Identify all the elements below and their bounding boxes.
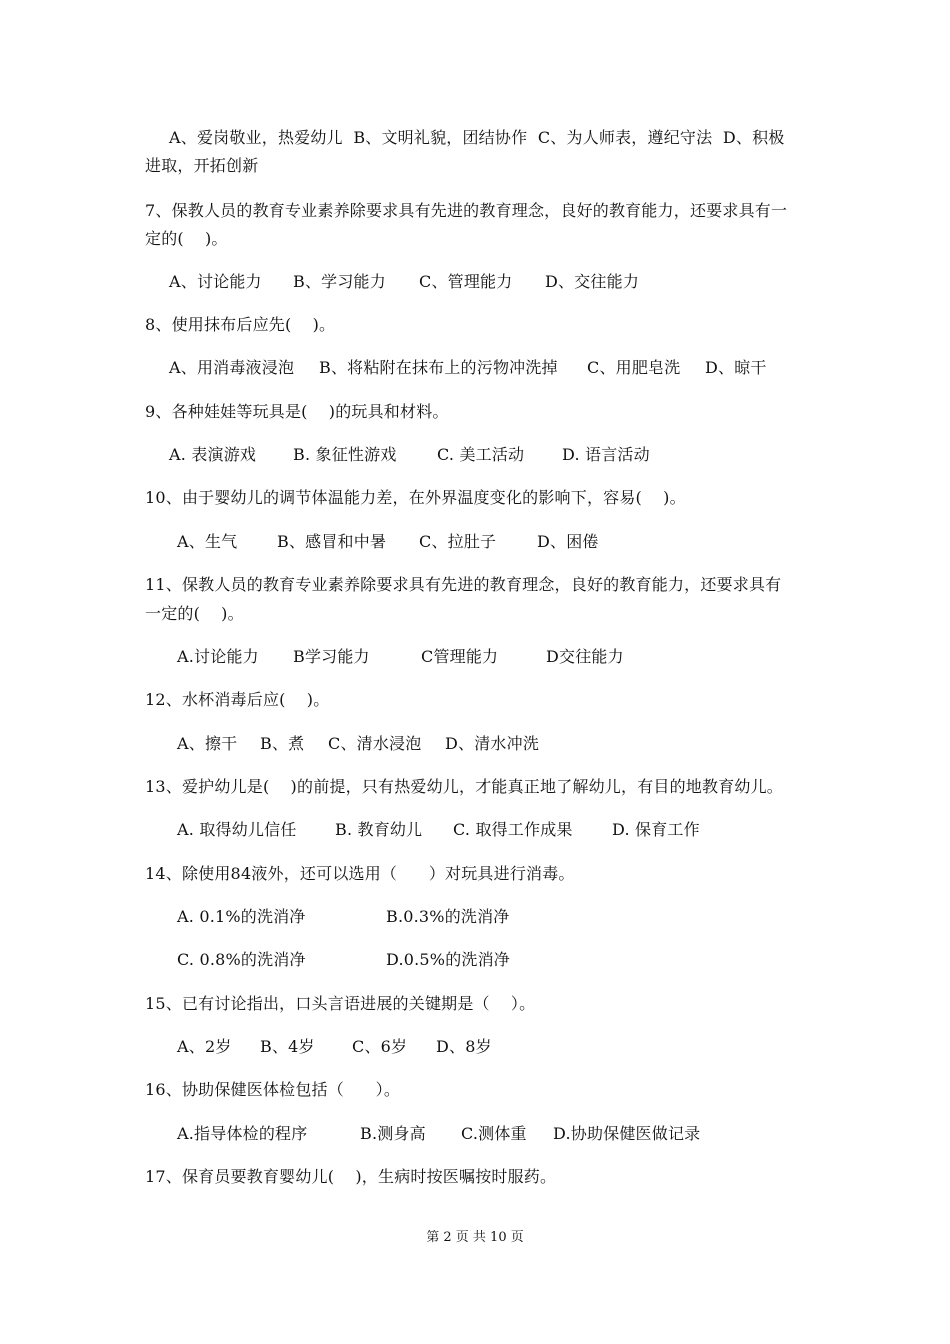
q16-stem: 16、协助保健医体检包括（ ）。 xyxy=(145,1080,401,1099)
q8-option-c: C、用肥皂洗 xyxy=(587,358,681,377)
q15-option-b: B、4岁 xyxy=(260,1037,315,1056)
q11-option-a: A.讨论能力 xyxy=(177,647,259,666)
q16-option-b: B.测身高 xyxy=(360,1124,426,1143)
q7-option-d: D、交往能力 xyxy=(545,272,640,291)
page-number-footer: 第 2 页 共 10 页 xyxy=(426,1230,524,1245)
q12-option-d: D、清水冲洗 xyxy=(445,734,540,753)
q7-option-b: B、学习能力 xyxy=(293,272,386,291)
q10-option-a: A、生气 xyxy=(177,532,238,551)
q9-option-c: C. 美工活动 xyxy=(437,445,525,464)
q13-option-c: C. 取得工作成果 xyxy=(453,820,573,839)
q14-stem: 14、除使用84液外，还可以选用（ ）对玩具进行消毒。 xyxy=(145,864,575,883)
q11-option-b: B学习能力 xyxy=(293,647,370,666)
q8-option-a: A、用消毒液浸泡 xyxy=(169,358,295,377)
q16-option-d: D.协助保健医做记录 xyxy=(553,1124,701,1143)
q10-option-d: D、困倦 xyxy=(537,532,599,551)
q6-options-line1: A、爱岗敬业，热爱幼儿 B、文明礼貌，团结协作 C、为人师表，遵纪守法 D、积极 xyxy=(169,128,785,147)
q15-option-d: D、8岁 xyxy=(436,1037,492,1056)
q13-option-a: A. 取得幼儿信任 xyxy=(177,820,297,839)
q12-option-a: A、擦干 xyxy=(177,734,238,753)
q16-option-c: C.测体重 xyxy=(461,1124,527,1143)
q13-option-d: D. 保育工作 xyxy=(612,820,700,839)
q13-stem: 13、爱护幼儿是( )的前提，只有热爱幼儿，才能真正地了解幼儿，有目的地教育幼儿。 xyxy=(145,777,783,796)
q10-option-b: B、感冒和中暑 xyxy=(277,532,387,551)
q14-option-d: D.0.5%的洗消净 xyxy=(386,950,510,969)
q9-option-d: D. 语言活动 xyxy=(562,445,650,464)
q6-options-line2: 进取，开拓创新 xyxy=(145,156,259,175)
q11-option-c: C管理能力 xyxy=(421,647,499,666)
q7-option-a: A、讨论能力 xyxy=(169,272,262,291)
q8-option-d: D、晾干 xyxy=(705,358,767,377)
q11-stem-line1: 11、保教人员的教育专业素养除要求具有先进的教育理念，良好的教育能力，还要求具有 xyxy=(145,575,782,594)
q14-option-a: A. 0.1%的洗消净 xyxy=(177,907,306,926)
q15-stem: 15、已有讨论指出，口头言语进展的关键期是（ ）。 xyxy=(145,994,536,1013)
q13-option-b: B. 教育幼儿 xyxy=(335,820,423,839)
q9-option-b: B. 象征性游戏 xyxy=(293,445,397,464)
q12-stem: 12、水杯消毒后应( )。 xyxy=(145,690,330,709)
q15-option-a: A、2岁 xyxy=(177,1037,232,1056)
q10-stem: 10、由于婴幼儿的调节体温能力差，在外界温度变化的影响下，容易( )。 xyxy=(145,488,686,507)
q11-option-d: D交往能力 xyxy=(546,647,624,666)
q10-option-c: C、拉肚子 xyxy=(419,532,497,551)
q14-option-b: B.0.3%的洗消净 xyxy=(386,907,510,926)
q17-stem: 17、保育员要教育婴幼儿( )，生病时按医嘱按时服药。 xyxy=(145,1167,557,1186)
q8-option-b: B、将粘附在抹布上的污物冲洗掉 xyxy=(319,358,558,377)
q15-option-c: C、6岁 xyxy=(352,1037,408,1056)
q12-option-b: B、煮 xyxy=(260,734,305,753)
q9-option-a: A. 表演游戏 xyxy=(169,445,257,464)
q7-option-c: C、管理能力 xyxy=(419,272,513,291)
q8-stem: 8、使用抹布后应先( )。 xyxy=(145,315,336,334)
q12-option-c: C、清水浸泡 xyxy=(328,734,422,753)
q16-option-a: A.指导体检的程序 xyxy=(177,1124,308,1143)
q11-stem-line2: 一定的( )。 xyxy=(145,604,244,623)
q9-stem: 9、各种娃娃等玩具是( )的玩具和材料。 xyxy=(145,402,449,421)
q7-stem-line1: 7、保教人员的教育专业素养除要求具有先进的教育理念，良好的教育能力，还要求具有一 xyxy=(145,201,788,220)
q7-stem-line2: 定的( )。 xyxy=(145,229,228,248)
q14-option-c: C. 0.8%的洗消净 xyxy=(177,950,306,969)
